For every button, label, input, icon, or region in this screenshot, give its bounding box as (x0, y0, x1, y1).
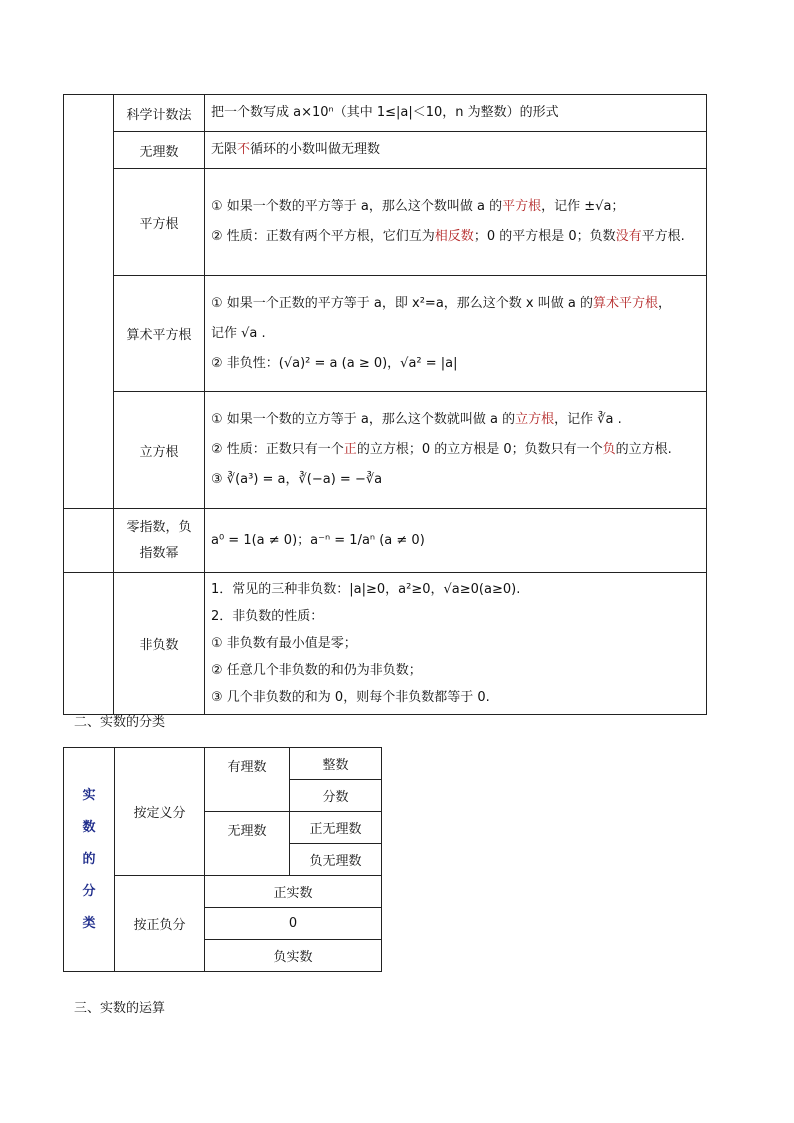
blank-cell (64, 95, 114, 509)
blank-cell (64, 573, 114, 715)
row-content: ① 如果一个数的平方等于 a，那么这个数叫做 a 的平方根，记作 ±√a； ② 性质：正数有两个平方根，它们互为相反数；0 的平方根是 0；负数没有平方根. (205, 169, 707, 276)
integer-cell: 整数 (290, 748, 382, 780)
neg-irrational-cell: 负无理数 (290, 844, 382, 876)
row-content: 1．常见的三种非负数：|a|≥0，a²≥0，√a≥0(a≥0). 2．非负数的性质： ① 非负数有最小值是零； ② 任意几个非负数的和仍为非负数； ③ 几个非负数的和为 0，则每个非负数都等于 0. (205, 573, 707, 715)
blank-cell (64, 509, 114, 573)
by-definition: 按定义分 (115, 748, 205, 876)
row-label: 无理数 (114, 132, 205, 169)
neg-real-cell: 负实数 (205, 940, 382, 972)
concept-table (63, 94, 707, 715)
row-content: a⁰ = 1(a ≠ 0)；a⁻ⁿ = 1/aⁿ (a ≠ 0) (205, 509, 707, 573)
row-label: 平方根 (114, 169, 205, 276)
row-content: ① 如果一个数的立方等于 a，那么这个数就叫做 a 的立方根，记作 ∛a . ② 性质：正数只有一个正的立方根；0 的立方根是 0；负数只有一个负的立方根. ③ ∛(a³) = a，∛(−a) = −∛a (205, 392, 707, 509)
row-label: 算术平方根 (114, 276, 205, 392)
rational-cell: 有理数 (205, 748, 290, 812)
row-label: 非负数 (114, 573, 205, 715)
section-heading: 三、实数的运算 (74, 1001, 166, 1016)
pos-irrational-cell: 正无理数 (290, 812, 382, 844)
row-content: 无限不循环的小数叫做无理数 (205, 132, 707, 169)
zero-cell: 0 (205, 908, 382, 940)
row-label: 立方根 (114, 392, 205, 509)
classification-table (63, 747, 382, 972)
row-content: 把一个数写成 a×10ⁿ（其中 1≤|a|＜10，n 为整数）的形式 (205, 95, 707, 132)
row-content: ① 如果一个正数的平方等于 a，即 x²=a，那么这个数 x 叫做 a 的算术平方根， 记作 √a . ② 非负性：(√a)² = a (a ≥ 0)，√a² = |a| (205, 276, 707, 392)
row-label: 科学计数法 (114, 95, 205, 132)
pos-real-cell: 正实数 (205, 876, 382, 908)
by-sign: 按正负分 (115, 876, 205, 972)
irrational-cell: 无理数 (205, 812, 290, 876)
row-label: 零指数，负 指数幂 (114, 509, 205, 573)
section-heading: 二、实数的分类 (74, 715, 166, 730)
fraction-cell: 分数 (290, 780, 382, 812)
vertical-title: 实 数 的 分 类 (64, 748, 115, 972)
